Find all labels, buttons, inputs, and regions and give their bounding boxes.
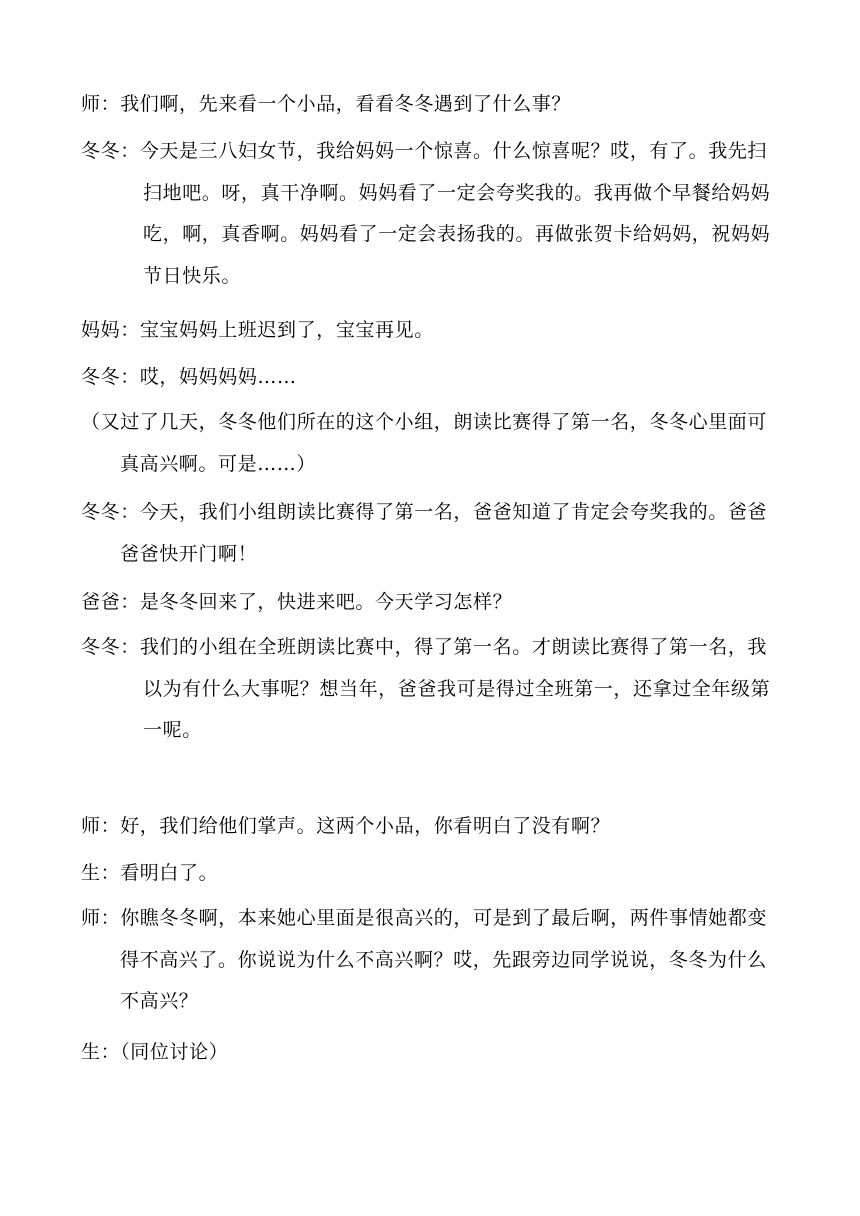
dialogue-paragraph bbox=[81, 357, 781, 399]
dialogue-paragraph bbox=[81, 582, 781, 624]
dialogue-text: 今天，我们小组朗读比赛得了第一名，爸爸知道了肯定会夸奖我的。爸爸爸爸快开门啊！ bbox=[120, 501, 768, 565]
dialogue-paragraph bbox=[81, 853, 781, 895]
speaker-label: 生： bbox=[81, 862, 121, 884]
dialogue-text: 看明白了。 bbox=[120, 862, 219, 884]
stage-direction-text: （又过了几天，冬冬他们所在的这个小组，朗读比赛得了第一名，冬冬心里面可真高兴啊。可是……） bbox=[81, 411, 768, 475]
dialogue-paragraph bbox=[81, 627, 781, 752]
speaker-label: 师： bbox=[81, 815, 121, 837]
dialogue-paragraph bbox=[81, 310, 781, 352]
speaker-label: 妈妈： bbox=[81, 319, 140, 341]
speaker-label: 冬冬： bbox=[81, 636, 140, 658]
dialogue-text: 好，我们给他们掌声。这两个小品，你看明白了没有啊？ bbox=[120, 815, 611, 837]
speaker-label: 冬冬： bbox=[81, 140, 140, 162]
dialogue-text: 你瞧冬冬啊，本来她心里面是很高兴的，可是到了最后啊，两件事情她都变得不高兴了。你说说为什么不高兴啊？哎，先跟旁边同学说说，冬冬为什么不高兴？ bbox=[120, 907, 768, 1012]
dialogue-paragraph bbox=[81, 898, 781, 1023]
dialogue-text: 哎，妈妈妈妈…… bbox=[139, 366, 297, 388]
dialogue-paragraph bbox=[81, 806, 781, 848]
speaker-label: 生： bbox=[81, 1041, 121, 1063]
speaker-label: 师： bbox=[81, 93, 121, 115]
dialogue-paragraph bbox=[81, 492, 781, 575]
dialogue-text: 是冬冬回来了，快进来吧。今天学习怎样？ bbox=[139, 591, 513, 613]
speaker-label: 爸爸： bbox=[81, 591, 140, 613]
dialogue-text: 今天是三八妇女节，我给妈妈一个惊喜。什么惊喜呢？哎，有了。我先扫扫地吧。呀，真干净啊。妈妈看了一定会夸奖我的。我再做个早餐给妈妈吃，啊，真香啊。妈妈看了一定会表扬我的。再做张贺卡给妈妈，祝妈妈节日快乐。 bbox=[139, 140, 771, 287]
speaker-label: 冬冬： bbox=[81, 501, 140, 523]
dialogue-paragraph bbox=[81, 1032, 781, 1074]
speaker-label: 冬冬： bbox=[81, 366, 140, 388]
dialogue-text: 我们的小组在全班朗读比赛中，得了第一名。才朗读比赛得了第一名，我以为有什么大事呢？想当年，爸爸我可是得过全班第一，还拿过全年级第一呢。 bbox=[139, 636, 771, 741]
dialogue-text: 宝宝妈妈上班迟到了，宝宝再见。 bbox=[139, 319, 434, 341]
dialogue-text: 我们啊，先来看一个小品，看看冬冬遇到了什么事？ bbox=[120, 93, 572, 115]
stage-direction bbox=[81, 402, 781, 485]
dialogue-paragraph bbox=[81, 131, 781, 297]
dialogue-text: （同位讨论） bbox=[120, 1041, 229, 1063]
speaker-label: 师： bbox=[81, 907, 121, 929]
